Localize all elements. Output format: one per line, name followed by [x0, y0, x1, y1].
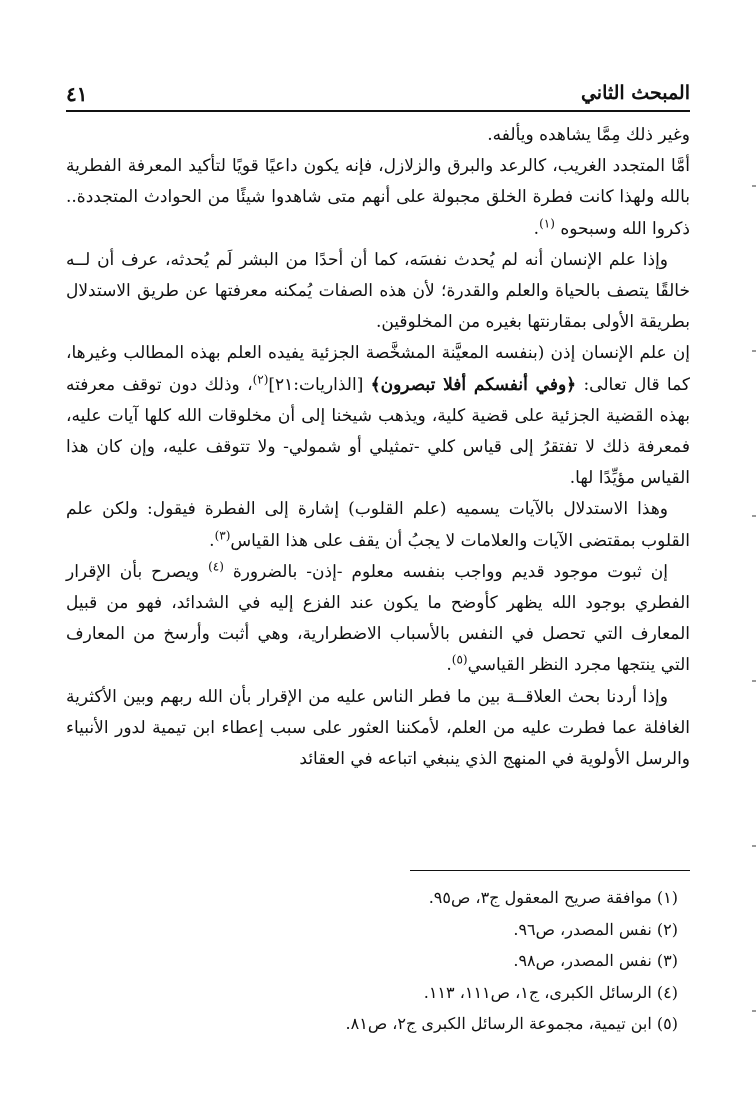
margin-tick [752, 1010, 756, 1012]
paragraph: أمَّا المتجدد الغريب، كالرعد والبرق والزلازل، فإنه يكون داعيًا قويًا لتأكيد المعرفة الفطرية بالله ولهذا كانت فطرة الخلق مجبولة على أنهم متى شاهدوا شيئًا من الحوادث المتجددة.. ذكروا الله وسبحوه $^{(١)}$. [66, 156, 690, 239]
footnote: (١) موافقة صريح المعقول ج٣، ص٩٥. [428, 888, 678, 907]
footnotes [66, 882, 678, 1040]
footnote-mark: (١) [539, 215, 555, 230]
footnote: (٣) نفس المصدر، ص٩٨. [513, 951, 678, 970]
margin-tick [752, 680, 756, 682]
paragraph: وإذا أردنا بحث العلاقــة بين ما فطر الناس عليه من الإقرار بأن الله ربهم وبين الأكثرية الغافلة عما فطرت عليه من العلم، لأمكننا العثور على سبب إعطاء ابن تيمية لدور الأنبياء والرسل الأولوية في المنهج الذي ينبغي اتباعه في العقائد [66, 686, 690, 770]
footnote: (٢) نفس المصدر، ص٩٦. [513, 919, 678, 939]
paragraph: وهذا الاستدلال بالآيات يسميه (علم القلوب) إشارة إلى الفطرة فيقول: ولكن علم القلوب بمقتضى الآيات والعلامات لا يجبُ أن يقف على هذا القياس$^{(٣)}$. [66, 499, 690, 551]
footnote-mark: (٣) [214, 527, 231, 542]
body-text [66, 120, 690, 775]
margin-tick [752, 845, 756, 847]
paragraph: إن علم الإنسان إذن (بنفسه المعيَّنة المشخَّصة الجزئية يفيده العلم بهذه المطالب وغيرها، كما قال تعالى: ﴿وفي أنفسكم أفلا تبصرون﴾ [الذاريات:٢١]$^{(٢)}$، وذلك دون توقف معرفته بهذه القضية الجزئية على قضية كلية، ويذهب شيخنا إلى أن مخلوقات الله كلها آيات عليه، فمعرفة ذلك لا تفتقرُ إلى قياس كلي -تمثيلي أو شمولي- ولا تتوقف عليه، وإن كان هذا القياس مؤيِّدًا لها. [66, 343, 691, 489]
paragraph: إن ثبوت موجود قديم وواجب بنفسه معلوم -إذن- بالضرورة $^{(٤)}$ ويصرح بأن الإقرار الفطري بوجود الله يظهر كأوضح ما يكون عند الفزع إليه في الشدائد، فهو من قبيل المعارف التي تحصل في النفس بالأسباب الاضطرارية، وهي أثبت وأرسخ من المعارف التي ينتجها مجرد النظر القياسي$^{(٥)}$. [66, 559, 690, 676]
margin-tick [752, 350, 756, 352]
footnote-divider [410, 870, 690, 871]
margin-tick [752, 185, 756, 187]
chapter-title: المبحث الثاني [580, 82, 690, 104]
paragraph: وإذا علم الإنسان أنه لم يُحدث نفسَه، كما أن أحدًا من البشر لَم يُحدثه، عرف أن لــه خالقًا يتصف بالحياة والعلم والقدرة؛ لأن هذه الصفات يُمكنه معرفتها عن طريق الاستدلال بطريقة الأولى بمقارنتها بغيره من المخلوقين. [66, 249, 690, 333]
verse-reference: [الذاريات:٢١] [268, 374, 364, 395]
margin-tick [752, 515, 756, 517]
paragraph: وغير ذلك مِمَّا يشاهده ويألفه. [487, 125, 690, 145]
page-header [66, 80, 690, 112]
footnote-mark: (٥) [451, 652, 468, 667]
footnote-mark: (٤) [208, 559, 224, 574]
quran-verse: ﴿وفي أنفسكم أفلا تبصرون﴾ [370, 374, 577, 395]
page-number: ٤١ [66, 82, 88, 106]
footnote: (٤) الرسائل الكبرى، ج١، ص١١١، ١١٣. [423, 982, 678, 1002]
footnote: (٥) ابن تيمية، مجموعة الرسائل الكبرى ج٢، ص٨١. [345, 1014, 678, 1033]
footnote-mark: (٢) [252, 371, 269, 386]
